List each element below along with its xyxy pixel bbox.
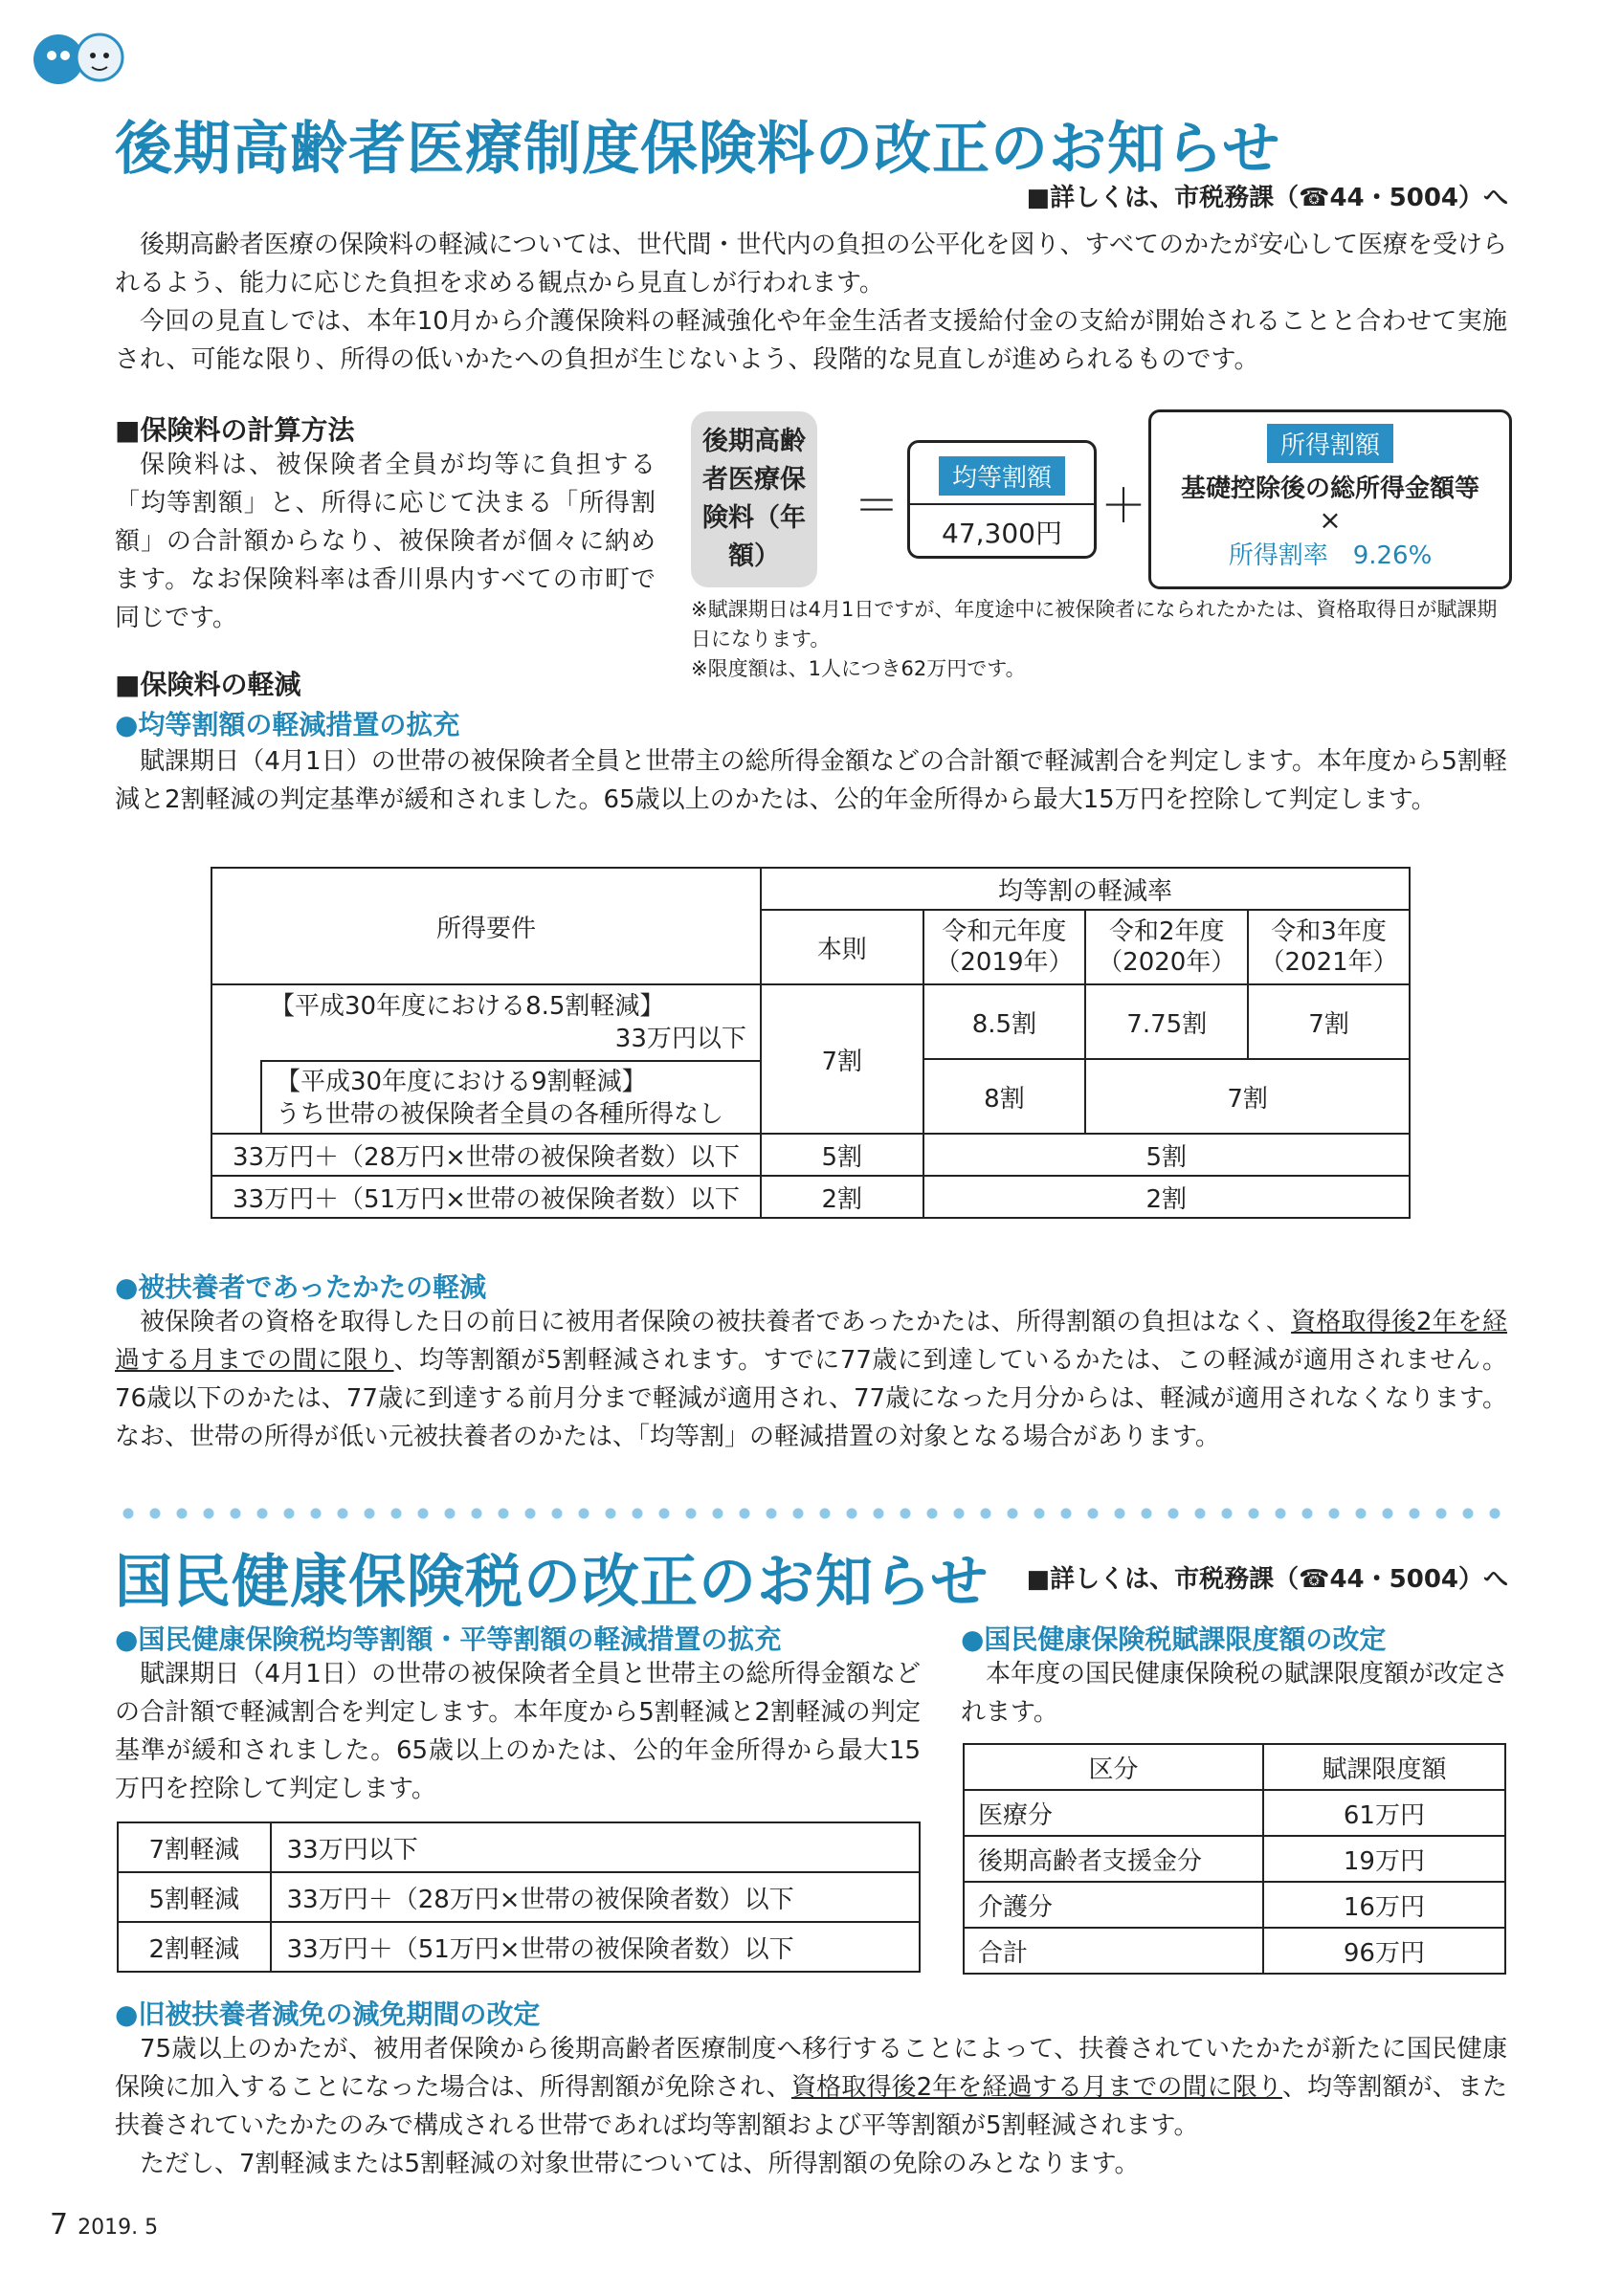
section-divider <box>115 1508 1507 1519</box>
row-9-label: 【平成30年度における9割軽減】 <box>276 1067 647 1096</box>
header-reiwa2-year: 令和2年度 <box>1108 917 1225 946</box>
reduction-heading: ■保険料の軽減 <box>115 669 301 700</box>
old-dependent-paragraph2: ただし、7割軽減または5割軽減の対象世帯については、所得割額の免除のみとなります。 <box>140 2150 1140 2178</box>
dependent-underlined: 資格取得後2年を経過する月までの間に限り <box>115 1308 1507 1375</box>
premium-box: 後期高齢者医療保険料（年額） <box>691 411 817 587</box>
shotoku-line: 基礎控除後の総所得金額等 <box>1180 475 1479 503</box>
header-reiwa3 <box>1248 910 1410 984</box>
kinto-label: 均等割額 <box>939 456 1065 496</box>
calc-heading: ■保険料の計算方法 <box>115 414 355 446</box>
limit-amount: 61万円 <box>1263 1790 1505 1836</box>
header-income: 所得要件 <box>211 868 761 984</box>
page-number: 7 <box>50 2208 69 2241</box>
note-item: ※限度額は、1人につき62万円です。 <box>691 657 1026 680</box>
times-sign: × <box>1319 504 1342 536</box>
limit-amount: 16万円 <box>1263 1882 1505 1928</box>
reduction-kind: 7割軽減 <box>118 1822 271 1872</box>
limit-header-kubun: 区分 <box>964 1744 1263 1790</box>
old-text-part: 75歳以上のかたが、被用者保険から後期高齢者医療制度へ移行することによって、扶養されていたかたが新たに国民健康保険に加入することになった場合は、所得割額が免除され、 <box>115 2035 1507 2102</box>
section1-title: 後期高齢者医療制度保険料の改正のお知らせ <box>115 116 1281 183</box>
reduction-kind: 5割軽減 <box>118 1872 271 1922</box>
header-reiwa1-year: 令和元年度 <box>942 917 1067 946</box>
r3-7: 7割 <box>1248 984 1410 1059</box>
section2-contact: ■詳しくは、市税務課（☎44・5004）へ <box>1026 1565 1508 1594</box>
section1-contact: ■詳しくは、市税務課（☎44・5004）へ <box>1026 184 1508 212</box>
old-dependent-text <box>115 2030 1507 2183</box>
formula-notes <box>691 595 1509 684</box>
r1-8: 8割 <box>923 1059 1086 1134</box>
reduction-criteria: 33万円以下 <box>271 1822 920 1872</box>
dependent-paragraph <box>115 1303 1507 1456</box>
calc-text <box>115 446 656 637</box>
shotoku-label: 所得割額 <box>1267 424 1393 463</box>
row-85-income <box>211 984 761 1059</box>
header-reiwa1-ad: （2019年） <box>935 948 1074 977</box>
nhi-reduction-table <box>117 1821 921 1973</box>
old-dependent-paragraph <box>115 2030 1507 2145</box>
header-base: 本則 <box>761 910 923 984</box>
row-9-income <box>211 1059 761 1134</box>
kinto-heading: ●均等割額の軽減措置の拡充 <box>115 709 460 740</box>
equals-sign: ＝ <box>854 479 900 533</box>
kinto-text <box>115 742 1507 819</box>
header-reiwa1 <box>923 910 1086 984</box>
limit-header-amount: 賦課限度額 <box>1263 1744 1505 1790</box>
dependent-heading: ●被扶養者であったかたの軽減 <box>115 1271 487 1303</box>
nhi-kinto-text <box>115 1655 921 1808</box>
row-5wari-new: 5割 <box>923 1134 1410 1176</box>
reduction-kind: 2割軽減 <box>118 1922 271 1972</box>
limit-text <box>961 1655 1508 1732</box>
header-reiwa3-ad: （2021年） <box>1259 948 1398 977</box>
page-footer <box>50 2208 158 2241</box>
row-2wari-new: 2割 <box>923 1176 1410 1218</box>
reduction-criteria: 33万円＋（51万円×世帯の被保険者数）以下 <box>271 1922 920 1972</box>
old-text-part: 、均等割額が、また扶養されていたかたのみで構成される世帯であれば均等割額および平等割額が5割軽減されます。 <box>115 2073 1507 2140</box>
plus-sign: ＋ <box>1101 479 1147 533</box>
row-5wari-base: 5割 <box>761 1134 923 1176</box>
kinto-value: 47,300円 <box>910 503 1094 551</box>
kinto-box <box>907 440 1097 559</box>
limit-kind: 合計 <box>964 1928 1263 1974</box>
limit-amount: 96万円 <box>1263 1928 1505 1974</box>
intro-paragraph: 今回の見直しでは、本年10月から介護保険料の軽減強化や年金生活者支援給付金の支給が開始されることと合わせて実施され、可能な限り、所得の低いかたへの負担が生じないよう、段階的な見直しが進められるものです。 <box>115 307 1507 374</box>
intro-paragraph: 後期高齢者医療の保険料の軽減については、世代間・世代内の負担の公平化を図り、すべてのかたが安心して医療を受けられるよう、能力に応じた負担を求める観点から見直しが行われます。 <box>115 231 1507 298</box>
reduction-table <box>211 867 1411 1219</box>
old-dependent-heading: ●旧被扶養者減免の減免期間の改定 <box>115 1998 541 2030</box>
calc-paragraph: 保険料は、被保険者全員が均等に負担する「均等割額」と、所得に応じて決まる「所得割額」の合計額からなり、被保険者が個々に納めます。なお保険料率は香川県内すべての市町で同じです。 <box>115 451 656 632</box>
section2-title: 国民健康保険税の改正のお知らせ <box>115 1549 989 1616</box>
dependent-text-part: 被保険者の資格を取得した日の前日に被用者保険の被扶養者であったかたは、所得割額の負担はなく、 <box>140 1308 1292 1336</box>
row-85-threshold: 33万円以下 <box>614 1024 746 1053</box>
base-7: 7割 <box>761 984 923 1134</box>
row-85-label: 【平成30年度における8.5割軽減】 <box>270 991 665 1021</box>
row-5wari-income: 33万円＋（28万円×世帯の被保険者数）以下 <box>211 1134 761 1176</box>
limit-amount: 19万円 <box>1263 1836 1505 1882</box>
old-underlined: 資格取得後2年を経過する月までの間に限り <box>790 2073 1282 2102</box>
nhi-kinto-paragraph: 賦課期日（4月1日）の世帯の被保険者全員と世帯主の総所得金額などの合計額で軽減割合を判定します。本年度から5割軽減と2割軽減の判定基準が緩和されました。65歳以上のかたは、公的年金所得から最大15万円を控除して判定します。 <box>115 1660 921 1803</box>
limit-kind: 後期高齢者支援金分 <box>964 1836 1263 1882</box>
issue-date: 2019. 5 <box>78 2216 159 2240</box>
limit-table <box>963 1743 1506 1975</box>
section1-intro <box>115 226 1507 379</box>
reduction-criteria: 33万円＋（28万円×世帯の被保険者数）以下 <box>271 1872 920 1922</box>
limit-paragraph: 本年度の国民健康保険税の賦課限度額が改定されます。 <box>961 1660 1509 1727</box>
r23-7: 7割 <box>1085 1059 1410 1134</box>
limit-heading: ●国民健康保険税賦課限度額の改定 <box>961 1623 1387 1655</box>
limit-kind: 介護分 <box>964 1882 1263 1928</box>
header-reiwa2-ad: （2020年） <box>1098 948 1236 977</box>
mascot-logo <box>25 21 130 98</box>
dependent-text-part: 、均等割額が5割軽減されます。すでに77歳に到達しているかたは、この軽減が適用されません。76歳以下のかたは、77歳に到達する前月分まで軽減が適用され、77歳になった月分からは、軽減が適用されなくなります。なお、世帯の所得が低い元被扶養者のかたは、「均等割」の軽減措置の対象となる場合があります。 <box>115 1346 1507 1451</box>
r2-775: 7.75割 <box>1085 984 1248 1059</box>
header-reiwa2 <box>1085 910 1248 984</box>
header-reiwa3-year: 令和3年度 <box>1271 917 1387 946</box>
dependent-text <box>115 1303 1507 1456</box>
shotoku-box <box>1148 409 1512 589</box>
kinto-paragraph: 賦課期日（4月1日）の世帯の被保険者全員と世帯主の総所得金額などの合計額で軽減割合を判定します。本年度から5割軽減と2割軽減の判定基準が緩和されました。65歳以上のかたは、公的年金所得から最大15万円を控除して判定します。 <box>115 747 1507 814</box>
r1-85: 8.5割 <box>923 984 1086 1059</box>
row-2wari-income: 33万円＋（51万円×世帯の被保険者数）以下 <box>211 1176 761 1218</box>
row-9-condition: うち世帯の被保険者全員の各種所得なし <box>276 1099 724 1129</box>
nhi-kinto-heading: ●国民健康保険税均等割額・平等割額の軽減措置の拡充 <box>115 1623 782 1655</box>
header-rate: 均等割の軽減率 <box>761 868 1410 910</box>
note-item: ※賦課期日は4月1日ですが、年度途中に被保険者になられたかたは、資格取得日が賦課期日になります。 <box>691 598 1498 651</box>
shotoku-rate: 所得割率 9.26% <box>1228 541 1433 570</box>
row-2wari-base: 2割 <box>761 1176 923 1218</box>
limit-kind: 医療分 <box>964 1790 1263 1836</box>
